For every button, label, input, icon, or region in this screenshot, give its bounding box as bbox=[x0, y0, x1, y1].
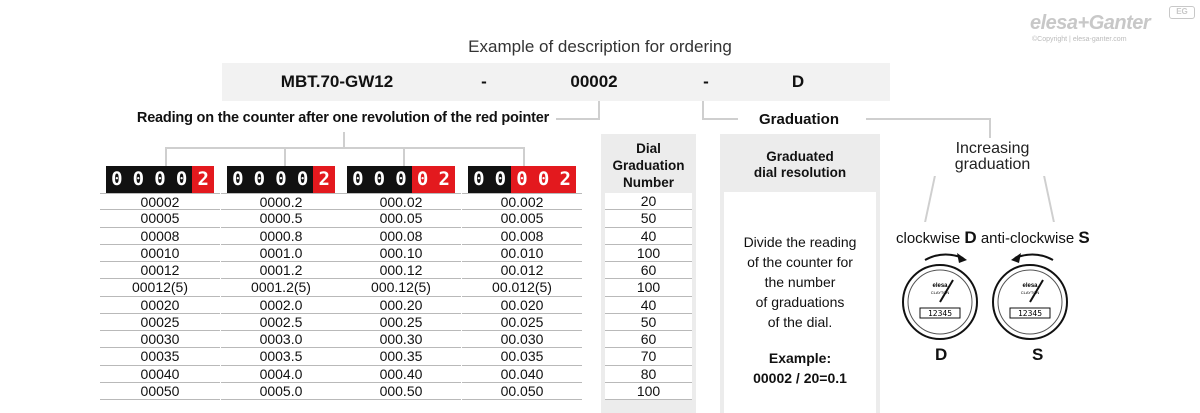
reading-cell: 000.12(5) bbox=[341, 279, 461, 296]
reading-cell: 00012(5) bbox=[100, 279, 220, 296]
order-direction: D bbox=[791, 72, 805, 91]
counter-digit: 0 bbox=[494, 168, 507, 190]
increasing-line: graduation bbox=[954, 156, 1031, 173]
anticlockwise-arrow-icon bbox=[1011, 253, 1053, 263]
increasing-graduation-label bbox=[930, 141, 1055, 173]
dial-value-cell: 100 bbox=[605, 245, 692, 262]
dial-value-cell: 40 bbox=[605, 228, 692, 245]
counter-digit: 2 bbox=[192, 166, 214, 193]
reading-cell: 000.12 bbox=[341, 262, 461, 279]
reading-cell: 0000.8 bbox=[221, 228, 341, 245]
reading-cell: 00020 bbox=[100, 297, 220, 314]
reading-cell: 000.50 bbox=[341, 383, 461, 400]
reading-cell: 000.30 bbox=[341, 331, 461, 348]
clockwise-letter: D bbox=[964, 228, 977, 247]
connector-line bbox=[403, 147, 405, 166]
resolution-line: of the dial. bbox=[767, 314, 833, 330]
counter-display bbox=[468, 166, 576, 193]
order-separator: - bbox=[703, 72, 709, 91]
reading-cell: 000.40 bbox=[341, 366, 461, 383]
connector-line bbox=[866, 118, 990, 120]
dial-right-letter: S bbox=[1032, 345, 1044, 364]
connector-line bbox=[989, 118, 991, 138]
order-code: MBT.70-GW12 bbox=[280, 72, 394, 91]
resolution-line: of graduations bbox=[755, 294, 845, 310]
dial-value-cell: 60 bbox=[605, 331, 692, 348]
reading-cell: 000.35 bbox=[341, 348, 461, 365]
dial-left-icon bbox=[903, 265, 977, 339]
counter-digit: 0 bbox=[395, 168, 407, 190]
dial-graduation-column bbox=[601, 134, 696, 413]
connector-line bbox=[523, 147, 525, 166]
reading-cell: 00040 bbox=[100, 366, 220, 383]
dial-value-cell: 70 bbox=[605, 348, 692, 365]
counter-digit: 0 bbox=[111, 168, 123, 190]
anticlockwise-word: anti-clockwise bbox=[980, 230, 1075, 247]
reading-cell: 00.012 bbox=[462, 262, 582, 279]
counter-digit: 0 bbox=[132, 168, 145, 190]
clockwise-arrow-icon bbox=[925, 253, 967, 263]
dial-left-letter: D bbox=[935, 345, 948, 364]
order-separator: - bbox=[481, 72, 487, 91]
logo-copyright: ©Copyright | elesa-ganter.com bbox=[1032, 36, 1127, 43]
connector-line bbox=[343, 132, 345, 148]
reading-cell: 00.002 bbox=[462, 193, 582, 210]
graduation-heading: Graduation bbox=[758, 111, 839, 128]
dial-values-list bbox=[605, 193, 692, 400]
counter-digit: 0 bbox=[352, 168, 364, 190]
reading-cell: 00012 bbox=[100, 262, 220, 279]
reading-cell: 00035 bbox=[100, 348, 220, 365]
counter-digit: 2 bbox=[433, 166, 455, 193]
dial-graduation-header bbox=[601, 134, 696, 193]
reading-cell: 00.035 bbox=[462, 348, 582, 365]
increasing-line: Increasing bbox=[955, 140, 1030, 157]
dial-left-brand: elesa bbox=[932, 283, 948, 289]
clockwise-word: clockwise bbox=[896, 230, 961, 247]
dial-value-cell: 60 bbox=[605, 262, 692, 279]
connector-line bbox=[165, 147, 525, 149]
reading-heading: Reading on the counter after one revolution of the red pointer bbox=[136, 110, 550, 126]
reading-cell: 00.025 bbox=[462, 314, 582, 331]
dial-right-icon bbox=[993, 265, 1067, 339]
dial-right-sub: CLAYTON bbox=[1020, 290, 1040, 295]
resolution-box bbox=[720, 134, 880, 413]
counter-digit: 0 bbox=[275, 168, 287, 190]
dial-value-cell: 100 bbox=[605, 383, 692, 400]
dial-value-cell: 80 bbox=[605, 366, 692, 383]
dial-header-line: Number bbox=[622, 175, 674, 190]
connector-line bbox=[165, 147, 167, 166]
connector-line bbox=[598, 101, 600, 120]
reading-cell: 0002.5 bbox=[221, 314, 341, 331]
connector-line bbox=[702, 118, 738, 120]
dial-left-counter: 12345 bbox=[927, 309, 953, 318]
counter-digit: 0 bbox=[533, 166, 555, 193]
resolution-instructions bbox=[724, 232, 876, 332]
reading-column bbox=[100, 193, 220, 400]
example-label: Example: bbox=[768, 350, 832, 366]
reading-cell: 00002 bbox=[100, 193, 220, 210]
counter-digit: 2 bbox=[313, 166, 335, 193]
connector-line bbox=[924, 176, 936, 222]
counter-digit: 2 bbox=[554, 166, 576, 193]
dials-illustration bbox=[895, 244, 1075, 349]
reading-cell: 00.040 bbox=[462, 366, 582, 383]
resolution-line: the number bbox=[764, 274, 836, 290]
resolution-header-line: dial resolution bbox=[753, 165, 847, 180]
counter-digit: 0 bbox=[373, 168, 386, 190]
reading-column bbox=[462, 193, 582, 400]
reading-cell: 0000.5 bbox=[221, 210, 341, 227]
counter-digit: 0 bbox=[296, 168, 309, 190]
reading-cell: 0001.2 bbox=[221, 262, 341, 279]
example-value: 00002 / 20=0.1 bbox=[753, 370, 847, 386]
logo-badge: EG bbox=[1169, 6, 1195, 19]
reading-cell: 0005.0 bbox=[221, 383, 341, 400]
reading-cell: 000.02 bbox=[341, 193, 461, 210]
counter-digit: 0 bbox=[473, 168, 485, 190]
counter-display bbox=[106, 166, 214, 193]
reading-cell: 000.08 bbox=[341, 228, 461, 245]
reading-cell: 00050 bbox=[100, 383, 220, 400]
reading-cell: 00.010 bbox=[462, 245, 582, 262]
counter-display bbox=[347, 166, 455, 193]
ordering-strip bbox=[222, 63, 890, 101]
resolution-header-line: Graduated bbox=[766, 149, 834, 164]
counter-digit: 0 bbox=[175, 168, 188, 190]
counter-digit: 0 bbox=[412, 166, 434, 193]
reading-column bbox=[341, 193, 461, 400]
counter-display bbox=[227, 166, 335, 193]
reading-cell: 00.030 bbox=[462, 331, 582, 348]
logo-brand: elesa+Ganter bbox=[1030, 12, 1151, 34]
counter-digit: 0 bbox=[253, 168, 266, 190]
resolution-line: of the counter for bbox=[747, 254, 853, 270]
reading-cell: 0001.2(5) bbox=[221, 279, 341, 296]
reading-cell: 00025 bbox=[100, 314, 220, 331]
reading-cell: 00.005 bbox=[462, 210, 582, 227]
counter-digit: 0 bbox=[511, 166, 533, 193]
reading-cell: 000.10 bbox=[341, 245, 461, 262]
dial-left-sub: CLAYTON bbox=[930, 290, 950, 295]
anticlockwise-letter: S bbox=[1078, 228, 1090, 247]
counter-digit: 0 bbox=[232, 168, 244, 190]
reading-cell: 00008 bbox=[100, 228, 220, 245]
resolution-body bbox=[724, 192, 876, 413]
reading-cell: 000.05 bbox=[341, 210, 461, 227]
dial-right-counter: 12345 bbox=[1017, 309, 1043, 318]
dial-value-cell: 50 bbox=[605, 210, 692, 227]
reading-cell: 00.008 bbox=[462, 228, 582, 245]
reading-cell: 0004.0 bbox=[221, 366, 341, 383]
order-number: 00002 bbox=[570, 72, 618, 91]
reading-column bbox=[221, 193, 341, 400]
dial-value-cell: 50 bbox=[605, 314, 692, 331]
dial-value-cell: 40 bbox=[605, 297, 692, 314]
dial-header-line: Graduation bbox=[612, 158, 685, 173]
dial-header-line: Dial bbox=[636, 141, 661, 156]
reading-cell: 000.25 bbox=[341, 314, 461, 331]
reading-cell: 00010 bbox=[100, 245, 220, 262]
reading-cell: 00.050 bbox=[462, 383, 582, 400]
reading-cell: 00005 bbox=[100, 210, 220, 227]
ordering-title: Example of description for ordering bbox=[468, 37, 732, 56]
reading-cell: 0000.2 bbox=[221, 193, 341, 210]
reading-cell: 0003.0 bbox=[221, 331, 341, 348]
resolution-header bbox=[720, 134, 880, 192]
connector-line bbox=[1043, 176, 1055, 222]
reading-cell: 0002.0 bbox=[221, 297, 341, 314]
connector-line bbox=[284, 147, 286, 166]
reading-cell: 0001.0 bbox=[221, 245, 341, 262]
dial-value-cell: 20 bbox=[605, 193, 692, 210]
reading-cell: 0003.5 bbox=[221, 348, 341, 365]
reading-cell: 00030 bbox=[100, 331, 220, 348]
resolution-line: Divide the reading bbox=[743, 234, 857, 250]
dial-right-brand: elesa bbox=[1022, 283, 1038, 289]
reading-cell: 00.012(5) bbox=[462, 279, 582, 296]
reading-cell: 00.020 bbox=[462, 297, 582, 314]
dial-value-cell: 100 bbox=[605, 279, 692, 296]
reading-cell: 000.20 bbox=[341, 297, 461, 314]
counter-digit: 0 bbox=[154, 168, 166, 190]
